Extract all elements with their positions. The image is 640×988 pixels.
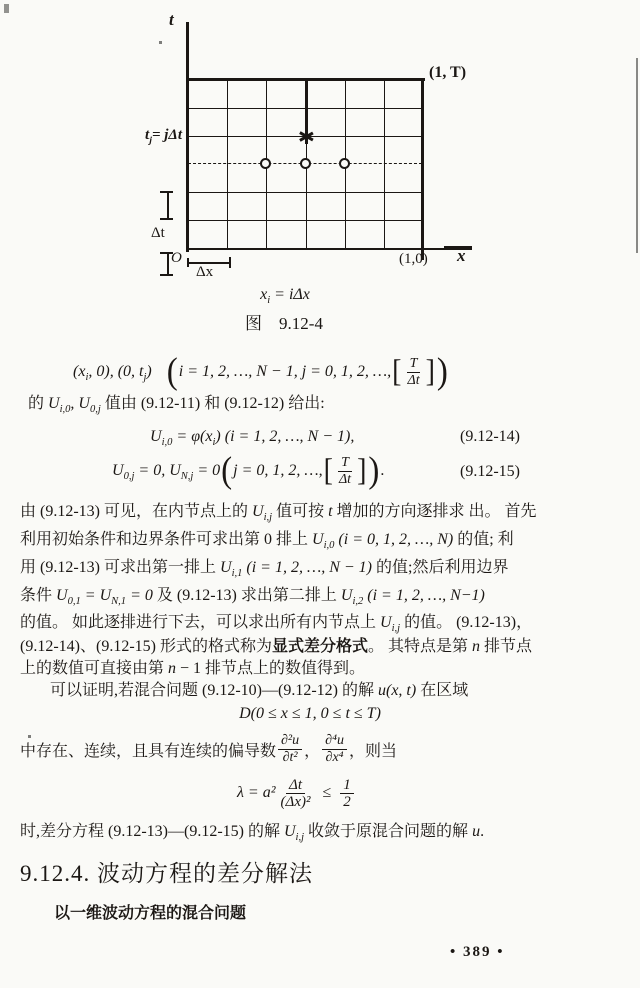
lambda-lhs: λ = a² [237, 784, 276, 801]
eq15-period: . [380, 462, 385, 479]
scan-artifact [4, 4, 9, 13]
given-line: 的 $U_{i,0}$, $U_{0,j}$ 值由 (9.12-11) 和 (9.12-12) 给出: [28, 395, 325, 416]
scan-artifact [636, 58, 638, 253]
figure-9-12-4 [0, 0, 640, 345]
lower-bracket-cap [160, 274, 173, 276]
dx-bracket-tick [229, 257, 231, 268]
open-bracket: [ [392, 353, 402, 390]
tj-row-label: $t_j= j\Delta t$ [145, 127, 182, 146]
fraction-T-dt: $\frac{T}{\Delta t}$ [338, 454, 352, 487]
open-paren: ( [221, 450, 233, 492]
scan-artifact [159, 41, 162, 44]
leq-sign: ≤ [322, 784, 332, 801]
nodes-formula [73, 351, 449, 393]
derivs-separator: ， [304, 742, 321, 760]
section-subline: 以一维波动方程的混合问题 [54, 905, 247, 922]
section-heading: 9.12.4. 波动方程的差分解法 [20, 861, 313, 886]
open-bracket: [ [323, 452, 333, 489]
paragraph-line: 条件 $U_{0,1} = U_{N,1} = 0$ 及 (9.12-13) 求出第二排上 $U_{i,2}$ (i = 1, 2, …, N−1) [20, 587, 485, 608]
grid-right-border [421, 79, 424, 260]
t-axis-label: t [169, 10, 174, 29]
nodes-range: i = 1, 2, …, N − 1, j = 0, 1, 2, …, [178, 363, 392, 380]
dt-bracket [167, 192, 169, 220]
fraction-T-dt: $\frac{T}{\Delta t}$ [407, 355, 420, 388]
lambda-formula [237, 772, 356, 814]
paragraph-line: 用 (9.12-13) 可求出第一排上 $U_{i,1}$ (i = 1, 2, …, N − 1) 的值;然后利用边界 [20, 559, 509, 580]
dx-bracket-tick [187, 258, 189, 267]
grid-line [227, 80, 228, 248]
fraction-d4u-dx4: $\frac{\text{∂⁴u}}{\text{∂x⁴}}$ [322, 733, 347, 766]
domain-formula: D(0 ≤ x ≤ 1, 0 ≤ t ≤ T) [239, 705, 381, 722]
grid-line [188, 192, 422, 193]
open-paren: ( [166, 351, 178, 393]
dt-bracket-cap [160, 218, 173, 220]
eq15-range: j = 0, 1, 2, …, [233, 462, 323, 479]
circle-node-marker [260, 158, 271, 169]
close-bracket: ] [357, 452, 367, 489]
corner-label-10: (1,0) [399, 251, 428, 267]
dx-label: Δx [196, 264, 214, 280]
paragraph-line: 由 (9.12-13) 可见，在内节点上的 $U_{i,j}$ 值可按 t 增加的方向逐排求 出。 首先 [20, 503, 537, 524]
equation-9-12-15 [112, 451, 384, 491]
eq15-lhs: $U_{0,j} = 0$, $U_{N,j} = 0$ [112, 462, 221, 483]
grid-line [384, 80, 385, 248]
paragraph-line: 时,差分方程 (9.12-13)—(9.12-15) 的解 $U_{i,j}$ 收敛于原混合问题的解 u. [20, 823, 485, 844]
dt-label: Δt [151, 225, 165, 241]
circle-node-marker [339, 158, 350, 169]
scan-artifact [28, 735, 31, 738]
paragraph-line: 可以证明,若混合问题 (9.12-10)—(9.12-12) 的解 u(x, t) 在区域 [50, 682, 469, 699]
origin-label: O [171, 250, 182, 266]
derivs-text: 中存在、连续，且具有连续的偏导数 [20, 742, 277, 760]
x-axis-label: x [457, 246, 466, 265]
t-axis [186, 22, 189, 252]
figure-caption: 图 9.12-4 [245, 314, 323, 333]
paragraph-line: 上的数值可直接由第 n − 1 排节点上的数值得到。 [20, 660, 366, 677]
fraction-d2u-dt2: $\frac{\text{∂²u}}{\text{∂t²}}$ [278, 733, 302, 766]
corner-label-1T: (1, T) [429, 64, 467, 81]
nodes-points: ($x_i$, 0), (0, $t_j$) [73, 363, 152, 384]
circle-node-marker [300, 158, 311, 169]
paragraph-line: (9.12-14)、(9.12-15) 形式的格式称为显式差分格式。 其特点是第 n 排节点 [20, 638, 533, 655]
page-number: • 389 • [450, 944, 505, 960]
equation-tag: (9.12-15) [460, 463, 520, 480]
paragraph-line: 的值。 如此逐排进行下去，可以求出所有内节点上 $U_{i,j}$ 的值。 (9.12-13)， [20, 614, 533, 635]
paragraph-line: 利用初始条件和边界条件可求出第 0 排上 $U_{i,0}$ (i = 0, 1, 2, …, N) 的值; 利 [20, 531, 514, 552]
grid-line [188, 220, 422, 221]
lower-bracket [167, 254, 169, 275]
figure-caption-formula: $x_i = i\Delta x$ [260, 286, 310, 307]
equation-9-12-14: $U_{i,0} = \varphi(x_i) (i = 1$, 2, …, N − 1), [150, 428, 355, 449]
close-paren: ) [436, 351, 448, 393]
fraction-dt-dx2: $\frac{\Delta t}{\text{(Δx)²}}$ [280, 776, 311, 810]
equation-tag: (9.12-14) [460, 428, 520, 445]
fraction-1-2: $\frac{1}{2}$ [340, 777, 354, 810]
derivs-post: ，则当 [348, 742, 397, 760]
derivatives-line [20, 730, 397, 768]
close-bracket: ] [425, 353, 435, 390]
close-paren: ) [368, 450, 380, 492]
dt-bracket-cap [160, 191, 173, 193]
x-axis [186, 248, 452, 250]
